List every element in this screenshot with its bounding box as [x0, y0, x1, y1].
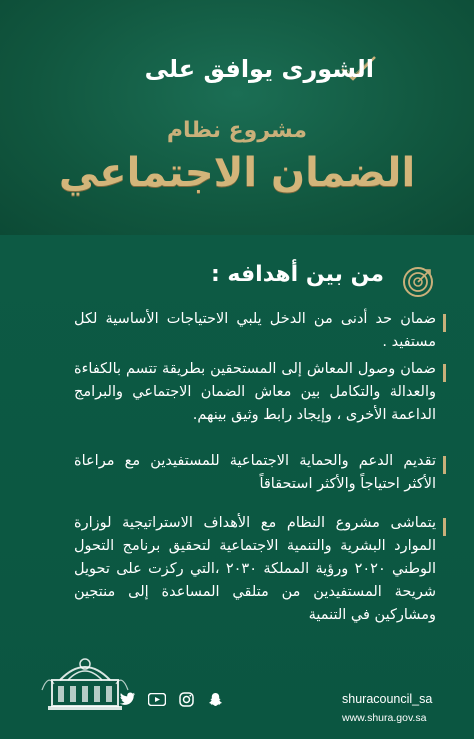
goal-item	[74, 358, 436, 427]
website-link[interactable]: www.shura.gov.sa	[342, 712, 427, 724]
goal-item	[74, 450, 436, 496]
shura-emblem-icon	[40, 650, 130, 720]
youtube-icon[interactable]	[148, 690, 166, 708]
subtitle: مشروع نظام	[166, 118, 308, 143]
goal-text: تقديم الدعم والحماية الاجتماعية للمستفيدين مع مراعاة الأكثر احتياجاً والأكثر استحقاقاً	[74, 453, 436, 492]
instagram-icon[interactable]	[177, 690, 195, 708]
target-icon	[402, 266, 434, 298]
gold-bar	[443, 518, 446, 536]
header-line: الشورى يوافق على	[144, 55, 374, 83]
social-handle[interactable]: shuracouncil_sa	[342, 692, 433, 706]
goals-heading: من بين أهدافه :	[210, 262, 384, 287]
gold-bar	[443, 456, 446, 474]
goal-text: ضمان وصول المعاش إلى المستحقين بطريقة تتسم بالكفاءة والعدالة والتكامل بين معاش الضمان الاجتماعي والبرامج الداعمة الأخرى ، وإيجاد رابط وثيق بينهم.	[74, 361, 436, 423]
goal-item	[74, 512, 436, 627]
goal-text: ضمان حد أدنى من الدخل يلبي الاحتياجات الأساسية لكل مستفيد .	[74, 311, 436, 350]
page-title: الضمان الاجتماعي	[58, 150, 416, 196]
gold-bar	[443, 364, 446, 382]
snapchat-icon[interactable]	[206, 690, 224, 708]
twitter-icon[interactable]	[119, 690, 137, 708]
social-icons	[119, 690, 224, 708]
goal-text: يتماشى مشروع النظام مع الأهداف الاستراتيجية لوزارة الموارد البشرية والتنمية الاجتماعية لتحقيق برنامج التحول الوطني ٢٠٢٠ ورؤية المملكة ٢٠٣٠ ،التي ركزت على تحويل شريحة المستفيدين من متلقي المساعدة إلى منتجين ومشاركين في التنمية	[74, 515, 436, 623]
gold-bar	[443, 314, 446, 332]
goal-item	[74, 308, 436, 354]
